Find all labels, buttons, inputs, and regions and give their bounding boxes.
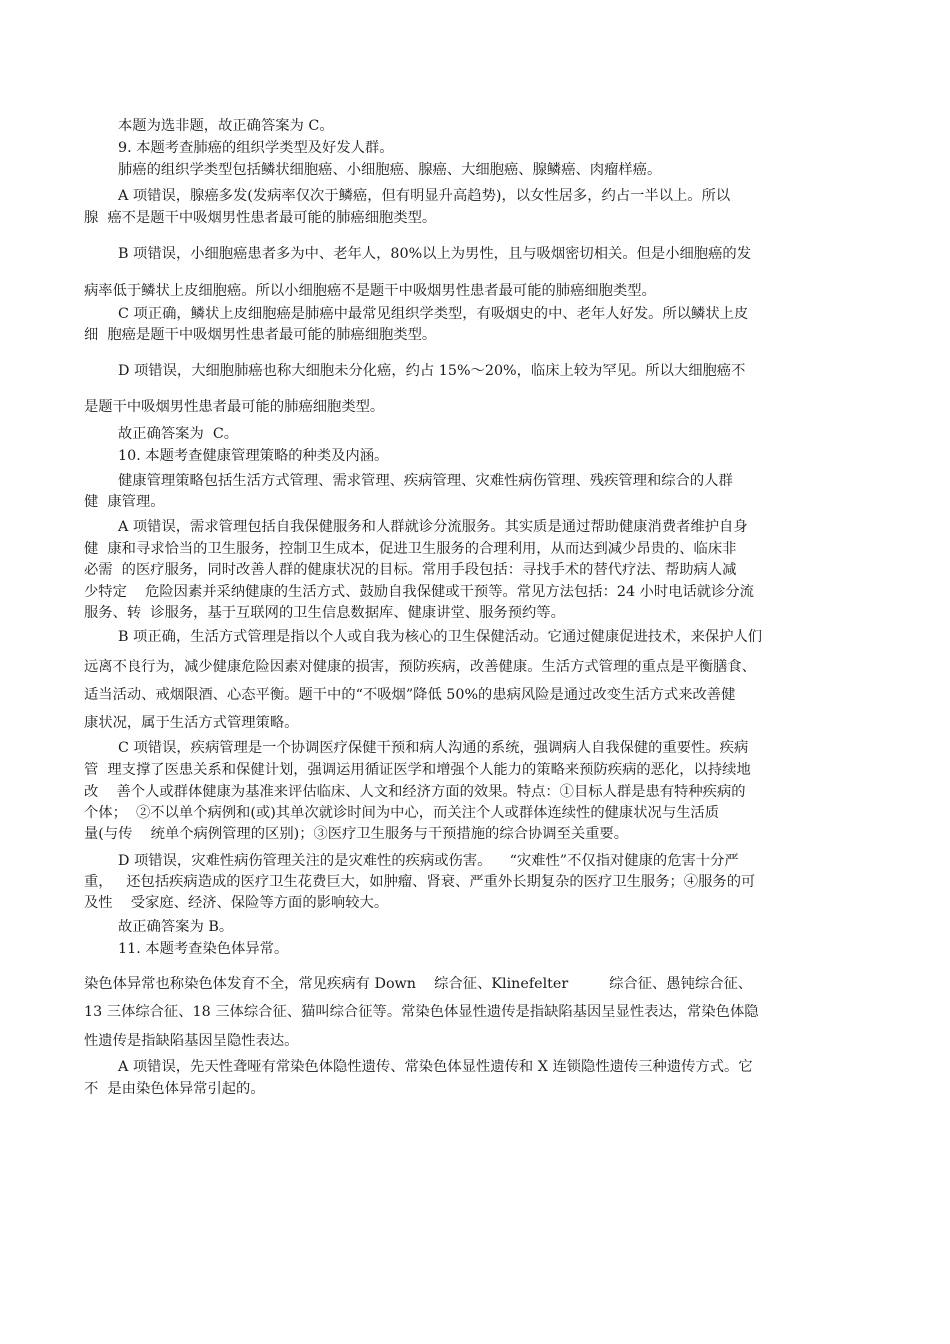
text-line: 10. 本题考查健康管理策略的种类及内涵。 <box>118 448 389 464</box>
text-line: 病率低于鳞状上皮细胞癌。所以小细胞癌不是题干中吸烟男性患者最可能的肺癌细胞类型。 <box>84 283 656 299</box>
text-line: 管 理支撑了医患关系和保健计划，强调运用循证医学和增强个人能力的策略来预防疾病的恶化，以持续地 <box>84 762 751 778</box>
text-line: D 项错误，大细胞肺癌也称大细胞未分化癌，约占 15%～20%，临床上较为罕见。所以大细胞癌不 <box>118 363 746 379</box>
text-line: 远离不良行为，减少健康危险因素对健康的损害，预防疾病，改善健康。生活方式管理的重点是平衡膳食、 <box>84 659 756 675</box>
text-line: A 项错误，腺癌多发(发病率仅次于鳞癌，但有明显升高趋势)，以女性居多，约占一半以上。所以 <box>118 188 731 204</box>
text-line: 故正确答案为 C。 <box>118 426 239 442</box>
text-line: 及性 受家庭、经济、保险等方面的影响较大。 <box>84 895 389 911</box>
text-line: B 项错误，小细胞癌患者多为中、老年人，80%以上为男性，且与吸烟密切相关。但是小细胞癌的发 <box>118 246 751 262</box>
text-line: 性遗传是指缺陷基因呈隐性表达。 <box>84 1033 299 1049</box>
text-line: 少特定 危险因素并采纳健康的生活方式、鼓励自我保健或干预等。常见方法包括：24 小时电话就诊分流 <box>84 584 754 600</box>
text-line: 9. 本题考查肺癌的组织学类型及好发人群。 <box>118 140 394 156</box>
text-line: 肺癌的组织学类型包括鳞状细胞癌、小细胞癌、腺癌、大细胞癌、腺鳞癌、肉瘤样癌。 <box>118 162 662 178</box>
text-line: 13 三体综合征、18 三体综合征、猫叫综合征等。常染色体显性遗传是指缺陷基因呈显性表达，常染色体隐 <box>84 1004 759 1020</box>
text-line: 是题干中吸烟男性患者最可能的肺癌细胞类型。 <box>84 399 385 415</box>
text-line: 染色体异常也称染色体发育不全，常见疾病有 Down 综合征、Klinefelter 综合征、愚钝综合征、 <box>84 976 753 992</box>
text-line: 适当活动、戒烟限酒、心态平衡。题干中的“不吸烟”降低 50%的患病风险是通过改变生活方式来改善健 <box>84 687 736 703</box>
text-line: 腺 癌不是题干中吸烟男性患者最可能的肺癌细胞类型。 <box>84 210 437 226</box>
text-line: 个体； ②不以单个病例和(或)其单次就诊时间为中心，而关注个人或群体连续性的健康状况与生活质 <box>84 805 720 821</box>
text-line: 不 是由染色体异常引起的。 <box>84 1081 265 1097</box>
text-line: 健 康和寻求恰当的卫生服务，控制卫生成本，促进卫生服务的合理利用，从而达到减少昂贵的、临床非 <box>84 541 737 557</box>
text-line: 服务、转 诊服务，基于互联网的卫生信息数据库、健康讲堂、服务预约等。 <box>84 605 565 621</box>
text-line: 本题为选非题，故正确答案为 C。 <box>118 118 334 134</box>
text-line: 必需 的医疗服务，同时改善人群的健康状况的目标。常用手段包括：寻找手术的替代疗法、帮助病人减 <box>84 562 737 578</box>
text-line: 健 康管理。 <box>84 494 165 510</box>
text-line: 细 胞癌是题干中吸烟男性患者最可能的肺癌细胞类型。 <box>84 327 437 343</box>
text-line: C 项错误，疾病管理是一个协调医疗保健干预和病人沟通的系统，强调病人自我保健的重要性。疾病 <box>118 740 749 756</box>
text-line: C 项正确，鳞状上皮细胞癌是肺癌中最常见组织学类型，有吸烟史的中、老年人好发。所以鳞状上皮 <box>118 306 749 322</box>
text-line: 康状况，属于生活方式管理策略。 <box>84 715 299 731</box>
text-line: 量(与传 统单个病例管理的区别)；③医疗卫生服务与干预措施的综合协调至关重要。 <box>84 826 629 842</box>
text-line: B 项正确，生活方式管理是指以个人或自我为核心的卫生保健活动。它通过健康促进技术，来保护人们 <box>118 629 763 645</box>
text-line: 健康管理策略包括生活方式管理、需求管理、疾病管理、灾难性病伤管理、残疾管理和综合的人群 <box>118 473 733 489</box>
text-line: 重， 还包括疾病造成的医疗卫生花费巨大，如肿瘤、肾衰、严重外长期复杂的医疗卫生服务；④服务的可 <box>84 874 756 890</box>
text-line: A 项错误，需求管理包括自我保健服务和人群就诊分流服务。其实质是通过帮助健康消费者维护自身 <box>118 519 748 535</box>
text-line: A 项错误，先天性聋哑有常染色体隐性遗传、常染色体显性遗传和 X 连锁隐性遗传三种遗传方式。它 <box>118 1059 753 1075</box>
text-line: 故正确答案为 B。 <box>118 919 234 935</box>
text-line: 11. 本题考查染色体异常。 <box>118 941 289 957</box>
text-line: 改 善个人或群体健康为基准来评估临床、人文和经济方面的效果。特点：①目标人群是患有特种疾病的 <box>84 784 746 800</box>
text-line: D 项错误，灾难性病伤管理关注的是灾难性的疾病或伤害。 “灾难性”不仅指对健康的危害十分严 <box>118 853 739 869</box>
